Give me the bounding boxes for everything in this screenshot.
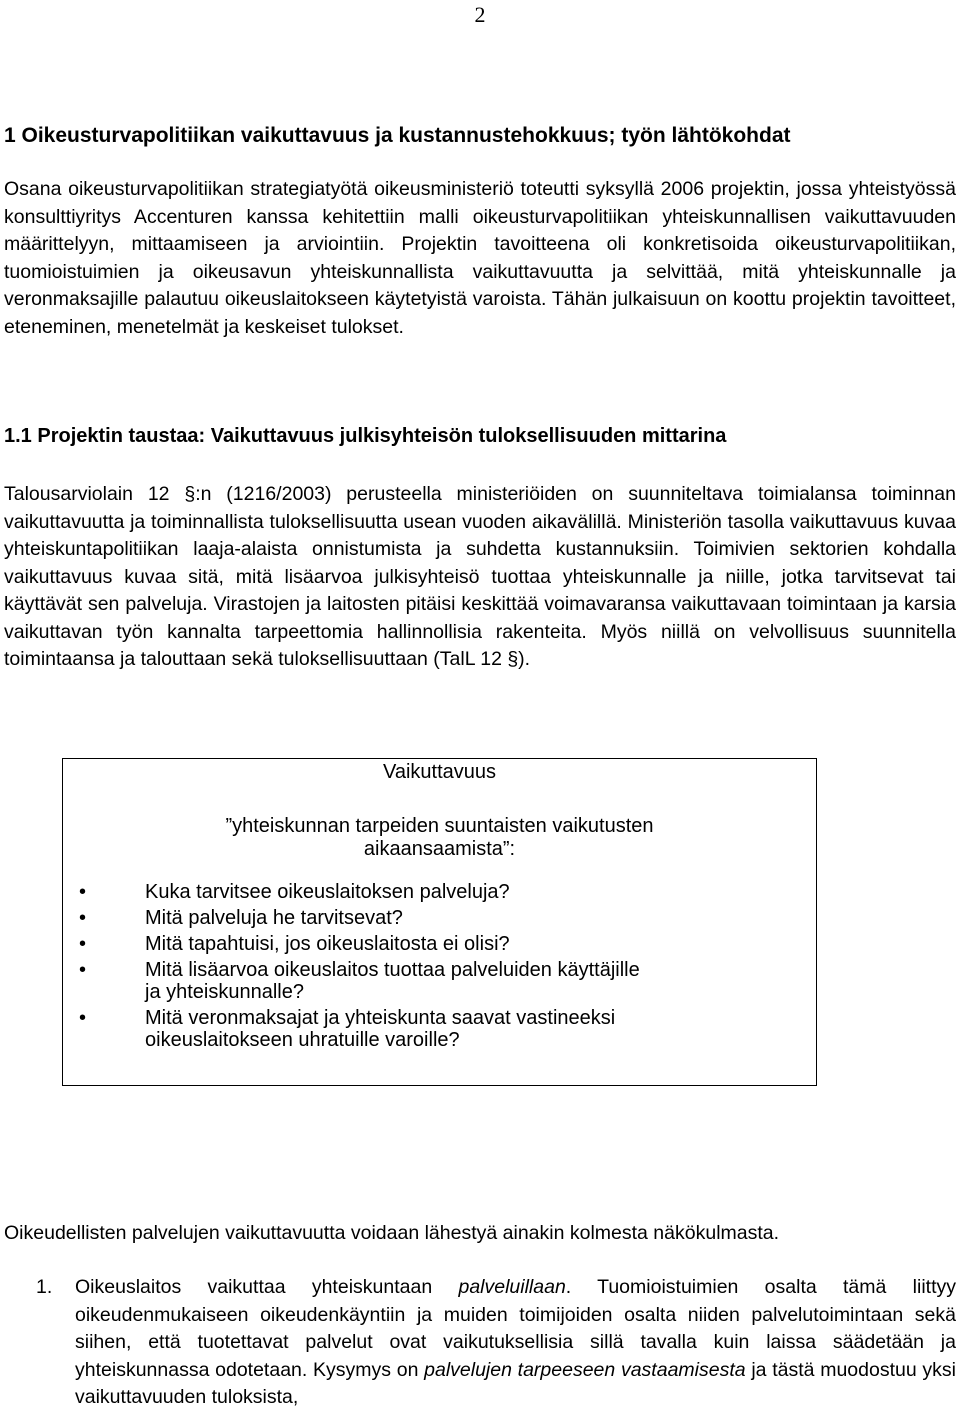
list-item-text: ja yhteiskunnalle? [145, 981, 304, 1003]
list-item [79, 907, 640, 929]
background-paragraph: Talousarviolain 12 §:n (1216/2003) perusteella ministeriöiden on suunniteltava toimialansa toiminnan vaikuttavuutta ja toiminnallista tuloksellisuutta usean vuoden aikavälillä. Ministeriön tasolla vaikuttavuus kuvaa yhteiskuntapolitiikan laaja-alaista onnistumista ja suhdetta kustannuksiin. Toimivien sektorien kohdalla vaikuttavuus kuvaa sitä, mitä lisäarvoa julkisyhteisö tuottaa yhteiskunnalle ja niille, jotka tarvitsevat tai käyttävät sen palveluja. Virastojen ja laitosten pitäisi keskittää voimavaransa vaikuttavaan toimintaan ja karsia vaikuttavan työn kannalta tarpeettomia hallinnollisia rakenteita. Myös niillä on velvollisuus suunnitella toimintaansa ja talouttaan sekä tuloksellisuuttaan (TalL 12 §). [4, 483, 956, 670]
bullet-icon: • [79, 907, 87, 929]
list-item [79, 933, 640, 955]
intro-paragraph: Osana oikeusturvapolitiikan strategiatyötä oikeusministeriö toteutti syksyllä 2006 projektin, jossa yhteistyössä konsulttiyritys Accenturen kanssa kehitettiin malli oikeusturvapolitiikan yhteiskunnallisen vaikuttavuuden määrittelyyn, mittaamiseen ja arviointiin. Projektin tavoitteena oli konkretisoida oikeusturvapolitiikan, tuomioistuimien ja oikeusavun yhteiskunnallista vaikuttavuutta ja selvittää, mitä yhteiskunnalle ja veronmaksajille palautuu oikeuslaitokseen käytetyistä varoista. Tähän julkaisuun on koottu projektin tavoitteet, eteneminen, menetelmät ja keskeiset tulokset. [4, 178, 956, 338]
italic-run: palvelujen tarpeeseen vastaamisesta [424, 1358, 746, 1381]
text-run: ja tästä muodostuu yksi vaikuttavuuden tuloksista, [75, 1358, 956, 1408]
italic-run: palveluillaan [458, 1276, 566, 1298]
section-heading: 1 Oikeusturvapolitiikan vaikuttavuus ja kustannustehokkuus; työn lähtökohdat [4, 124, 791, 147]
numbered-list-item [4, 1274, 956, 1412]
list-item-text: Mitä tapahtuisi, jos oikeuslaitosta ei olisi? [145, 933, 510, 955]
bullet-icon: • [79, 933, 87, 955]
bullet-icon: • [79, 1007, 87, 1029]
list-item [79, 881, 640, 903]
list-item-text: Mitä lisäarvoa oikeuslaitos tuottaa palveluiden käyttäjille [145, 959, 640, 981]
subsection-heading: 1.1 Projektin taustaa: Vaikuttavuus julkisyhteisön tuloksellisuuden mittarina [4, 425, 727, 447]
list-item-text: Kuka tarvitsee oikeuslaitoksen palveluja? [145, 881, 510, 903]
list-item-text: oikeuslaitokseen uhratuille varoille? [145, 1029, 460, 1051]
bullet-icon: • [79, 959, 87, 981]
box-quote [63, 815, 816, 861]
impact-definition-box [62, 758, 817, 1086]
box-quote-line: aikaansaamista”: [363, 838, 516, 860]
list-item-text: Mitä palveluja he tarvitsevat? [145, 907, 403, 929]
question-list [79, 881, 640, 1055]
bullet-icon: • [79, 881, 87, 903]
box-quote-line: ”yhteiskunnan tarpeiden suuntaisten vaikutusten [225, 815, 654, 837]
list-item [79, 1007, 640, 1051]
text-run: Oikeuslaitos vaikuttaa yhteiskuntaan [75, 1276, 459, 1298]
page-number: 2 [474, 2, 486, 27]
list-item-text: Mitä veronmaksajat ja yhteiskunta saavat vastineeksi [145, 1007, 616, 1029]
text-run: . Tuomioistuimien osalta tämä liittyy oikeudenmukaiseen oikeudenkäyntiin ja muiden toimijoiden osalta niiden palvelutoimintaan sekä siihen, että tuotettavat palvelut ovat vaikutuksellisia sillä tavalla kuin laissa säädetään ja yhteiskunnassa odotetaan. Kysymys on [75, 1276, 956, 1381]
box-title: Vaikuttavuus [382, 761, 497, 783]
list-number: 1. [36, 1276, 53, 1298]
numbered-item-text [75, 1274, 956, 1412]
list-item [79, 959, 640, 1003]
closing-paragraph: Oikeudellisten palvelujen vaikuttavuutta voidaan lähestyä ainakin kolmesta näkökulmasta. [4, 1222, 780, 1244]
